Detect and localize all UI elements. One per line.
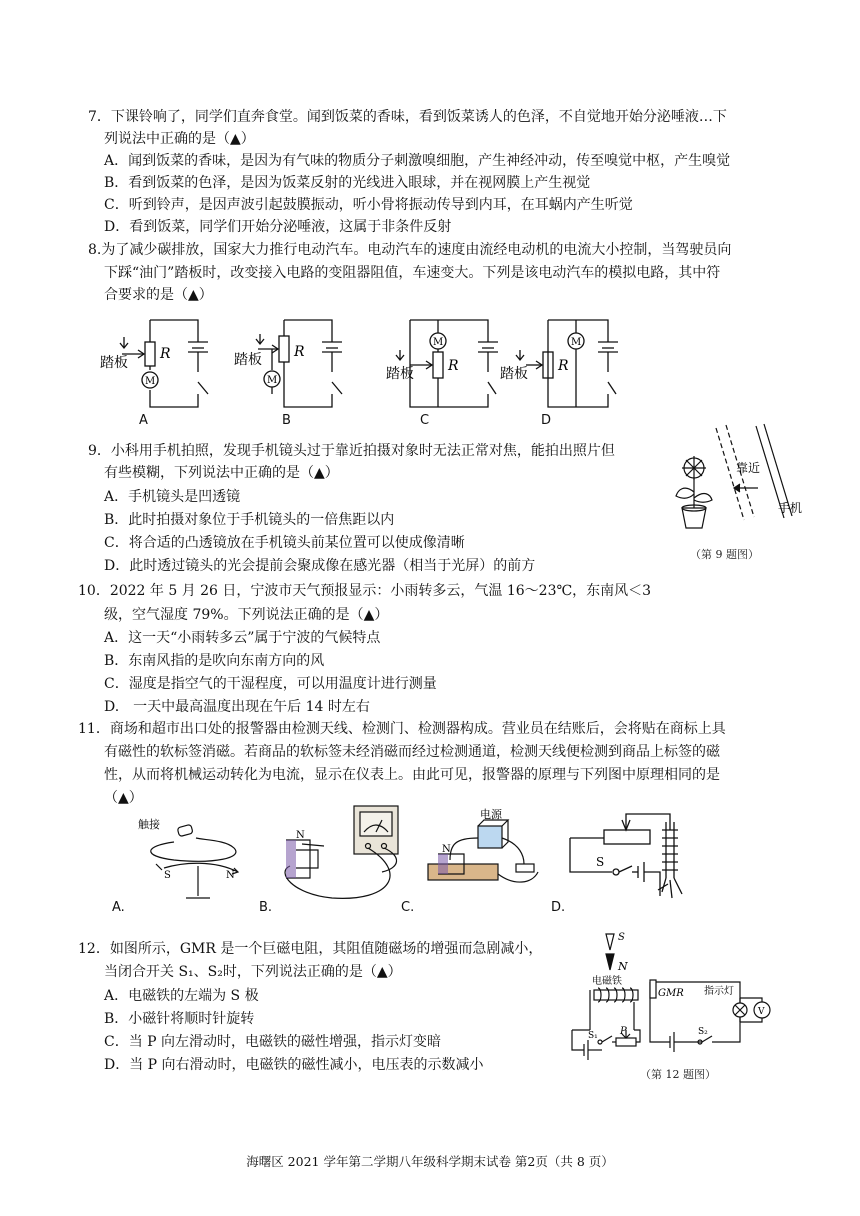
q12-stem-line1: 12．如图所示，GMR 是一个巨磁电阻，其阻值随磁场的增强而急剧减小， bbox=[78, 941, 543, 957]
q12-stem-line2: 当闭合开关 S₁、S₂时，下列说法正确的是（▲） bbox=[104, 964, 402, 980]
q8b-pedal-label: 踏板 bbox=[234, 352, 262, 368]
q9-caption: （第 9 题图） bbox=[690, 548, 759, 561]
q10-option-a: A．这一天“小雨转多云”属于宁波的气候特点 bbox=[104, 630, 381, 646]
q12-option-a: A．电磁铁的左端为 S 极 bbox=[104, 988, 259, 1004]
q8d-r-label: R bbox=[558, 358, 569, 374]
q8-circuit-d bbox=[498, 312, 623, 412]
q8c-motor-label: M bbox=[433, 337, 444, 348]
q8a-r-label: R bbox=[160, 346, 171, 362]
q8c-pedal-label: 踏板 bbox=[386, 366, 414, 382]
q11a-contact-label: 触接 bbox=[138, 818, 160, 831]
q7-option-c: C．听到铃声，是因声波引起鼓膜振动，听小骨将振动传导到内耳，在耳蜗内产生听觉 bbox=[104, 197, 633, 213]
q8-label-d: D bbox=[541, 413, 552, 428]
q12-option-c: C．当 P 向左滑动时，电磁铁的磁性增强，指示灯变暗 bbox=[104, 1034, 442, 1050]
q9-option-b: B．此时拍摄对象位于手机镜头的一倍焦距以内 bbox=[104, 512, 395, 528]
q10-option-d: D. 一天中最高温度出现在午后 14 时左右 bbox=[104, 699, 370, 715]
q9-stem-line1: 9．小科用手机拍照，发现手机镜头过于靠近拍摄对象时无法正常对焦，能拍出照片但 bbox=[88, 443, 615, 459]
q9-phone-label: 手机 bbox=[778, 501, 803, 515]
page-footer: 海曙区 2021 学年第二学期八年级科学期末试卷 第2页（共 8 页） bbox=[246, 1154, 614, 1169]
q7-stem-line2: 列说法中正确的是（▲） bbox=[104, 131, 255, 147]
q11-figure-b bbox=[272, 802, 408, 906]
q7-stem-line1: 7．下课铃响了，同学们直奔食堂。闻到饭菜的香味，看到饭菜诱人的色泽，不自觉地开始分泌唾液…下 bbox=[88, 109, 727, 125]
q12-s1-label: S₁ bbox=[588, 1031, 598, 1041]
q11-stem-line1: 11．商场和超市出口处的报警器由检测天线、检测门、检测器构成。营业员在结账后，会将贴在商标上具 bbox=[78, 721, 726, 737]
q8-label-b: B bbox=[282, 413, 291, 428]
q11-label-b: B. bbox=[259, 900, 273, 915]
q9-option-d: D．此时透过镜头的光会提前会聚成像在感光器（相当于光屏）的前方 bbox=[104, 558, 536, 574]
q7-option-b: B．看到饭菜的色泽，是因为饭菜反射的光线进入眼球，并在视网膜上产生视觉 bbox=[104, 175, 591, 191]
q8d-pedal-label: 踏板 bbox=[500, 366, 528, 382]
q11a-s-label: S bbox=[164, 870, 171, 881]
q7-option-d: D．看到饭菜，同学们开始分泌唾液，这属于非条件反射 bbox=[104, 219, 452, 235]
q11-figure-a bbox=[134, 812, 254, 904]
q11-figure-c bbox=[420, 804, 550, 908]
q12-option-b: B．小磁针将顺时针旋转 bbox=[104, 1011, 255, 1027]
q8c-r-label: R bbox=[448, 358, 459, 374]
q11-label-c: C. bbox=[401, 900, 415, 915]
q11d-s-label: S bbox=[596, 855, 605, 869]
q8b-motor-label: M bbox=[267, 375, 278, 386]
q9-figure bbox=[664, 420, 814, 548]
q11-stem-line3: 性，从而将机械运动转化为电流，显示在仪表上。由此可见，报警器的原理与下列图中原理相同的是 bbox=[104, 767, 720, 783]
q8-label-a: A bbox=[139, 413, 148, 428]
q12-figure bbox=[562, 930, 784, 1066]
q11c-n-label: N bbox=[442, 844, 451, 855]
q8-circuit-c bbox=[378, 312, 503, 412]
q8d-motor-label: M bbox=[571, 337, 582, 348]
q8-circuit-b bbox=[232, 312, 357, 412]
q8-label-c: C bbox=[420, 413, 430, 428]
q11-stem-line4: （▲） bbox=[104, 790, 143, 806]
q12-electromagnet-label: 电磁铁 bbox=[592, 976, 622, 987]
q11-label-d: D. bbox=[551, 900, 566, 915]
q11-stem-line2: 有磁性的软标签消磁。若商品的软标签未经消磁而经过检测通道，检测天线便检测到商品上标签的磁 bbox=[104, 744, 720, 760]
q7-option-a: A．闻到饭菜的香味，是因为有气味的物质分子刺激嗅细胞，产生神经冲动，传至嗅觉中枢，产生嗅觉 bbox=[104, 153, 731, 169]
q12-gmr-label: GMR bbox=[658, 988, 684, 999]
q12-p-label: P bbox=[620, 1026, 627, 1037]
q10-option-c: C．湿度是指空气的干湿程度，可以用温度计进行测量 bbox=[104, 676, 437, 692]
q8-stem-line3: 合要求的是（▲） bbox=[104, 287, 213, 303]
q9-option-a: A．手机镜头是凹透镜 bbox=[104, 489, 241, 505]
q8a-motor-label: M bbox=[145, 376, 156, 387]
q12-lamp-label: 指示灯 bbox=[704, 986, 734, 997]
q10-option-b: B．东南风指的是吹向东南方向的风 bbox=[104, 653, 325, 669]
q12-s2-label: S₂ bbox=[698, 1027, 708, 1037]
q11c-power-label: 电源 bbox=[480, 808, 502, 821]
q11b-n-label: N bbox=[296, 830, 305, 841]
q12-needle-s: S bbox=[618, 932, 625, 943]
q12-voltmeter-label: V bbox=[758, 1007, 765, 1017]
q9-stem-line2: 有些模糊，下列说法中正确的是（▲） bbox=[104, 465, 339, 481]
q9-near-label: 靠近 bbox=[736, 461, 761, 475]
q10-stem-line2: 级，空气湿度 79%。下列说法正确的是（▲） bbox=[104, 607, 389, 623]
q9-option-c: C．将合适的凸透镜放在手机镜头前某位置可以使成像清晰 bbox=[104, 535, 465, 551]
q11-label-a: A. bbox=[112, 900, 125, 915]
q8a-pedal-label: 踏板 bbox=[100, 355, 128, 371]
q11-figure-d bbox=[566, 808, 706, 904]
q12-caption: （第 12 题图） bbox=[640, 1068, 716, 1081]
q10-stem-line1: 10．2022 年 5 月 26 日，宁波市天气预报显示：小雨转多云，气温 16～23℃，东南风＜3 bbox=[78, 583, 652, 599]
q8-circuit-a bbox=[98, 312, 223, 412]
q8-stem-line1: 8.为了减少碳排放，国家大力推行电动汽车。电动汽车的速度由流经电动机的电流大小控制，当驾驶员向 bbox=[88, 242, 732, 258]
q12-option-d: D．当 P 向右滑动时，电磁铁的磁性减小，电压表的示数减小 bbox=[104, 1057, 484, 1073]
q8b-r-label: R bbox=[294, 344, 305, 360]
q11a-n-label: N bbox=[226, 870, 235, 881]
q12-needle-n: N bbox=[618, 960, 628, 973]
q8-stem-line2: 下踩“油门”踏板时，改变接入电路的变阻器阻值，车速变大。下列是该电动汽车的模拟电路，其中符 bbox=[104, 265, 721, 281]
